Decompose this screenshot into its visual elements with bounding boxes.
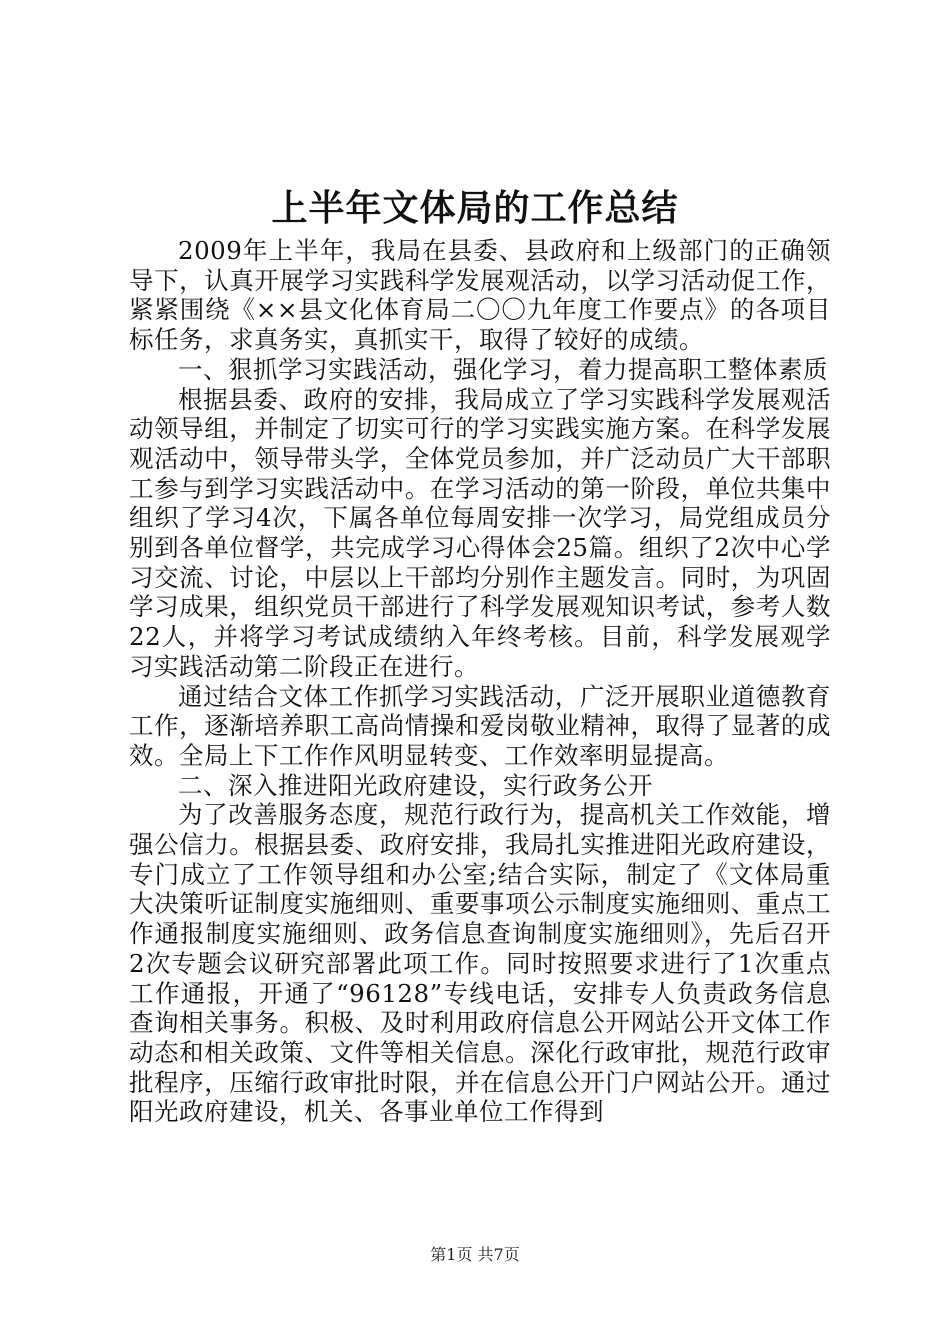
section-2-paragraph-1: 为了改善服务态度，规范行政行为，提高机关工作效能，增强公信力。根据县委、政府安排，我局扎实推进阳光政府建设，专门成立了工作领导组和办公室;结合实际，制定了《文体局重大决策听证制度实施细则、重要事项公示制度实施细则、重点工作通报制度实施细则、政务信息查询制度实施细则》，先后召开2次专题会议研究部署此项工作。同时按照要求进行了1次重点工作通报，开通了“96128”专线电话，安排专人负责政务信息查询相关事务。积极、及时利用政府信息公开网站公开文体工作动态和相关政策、文件等相关信息。深化行政审批，规范行政审批程序，压缩行政审批时限，并在信息公开门户网站公开。通过阳光政府建设，机关、各事业单位工作得到 bbox=[129, 800, 831, 1127]
document-body bbox=[129, 236, 831, 1127]
section-1-paragraph-2: 通过结合文体工作抓学习实践活动，广泛开展职业道德教育工作，逐渐培养职工高尚情操和爱岗敬业精神，取得了显著的成效。全局上下工作作风明显转变、工作效率明显提高。 bbox=[129, 681, 831, 770]
page-number-footer: 第1页 共7页 bbox=[430, 1245, 520, 1264]
section-heading-2: 二、深入推进阳光政府建设，实行政务公开 bbox=[178, 770, 653, 800]
intro-paragraph: 2009年上半年，我局在县委、县政府和上级部门的正确领导下，认真开展学习实践科学发展观活动，以学习活动促工作，紧紧围绕《××县文化体育局二〇〇九年度工作要点》的各项目标任务，求真务实，真抓实干，取得了较好的成绩。 bbox=[129, 236, 831, 355]
document-title: 上半年文体局的工作总结 bbox=[271, 187, 679, 229]
section-1-paragraph-1: 根据县委、政府的安排，我局成立了学习实践科学发展观活动领导组，并制定了切实可行的学习实践实施方案。在科学发展观活动中，领导带头学，全体党员参加，并广泛动员广大干部职工参与到学习实践活动中。在学习活动的第一阶段，单位共集中组织了学习4次，下属各单位每周安排一次学习，局党组成员分别到各单位督学，共完成学习心得体会25篇。组织了2次中心学习交流、讨论，中层以上干部均分别作主题发言。同时，为巩固学习成果，组织党员干部进行了科学发展观知识考试，参考人数22人，并将学习考试成绩纳入年终考核。目前，科学发展观学习实践活动第二阶段正在进行。 bbox=[129, 384, 831, 681]
section-heading-1: 一、狠抓学习实践活动，强化学习，着力提高职工整体素质 bbox=[178, 354, 828, 384]
